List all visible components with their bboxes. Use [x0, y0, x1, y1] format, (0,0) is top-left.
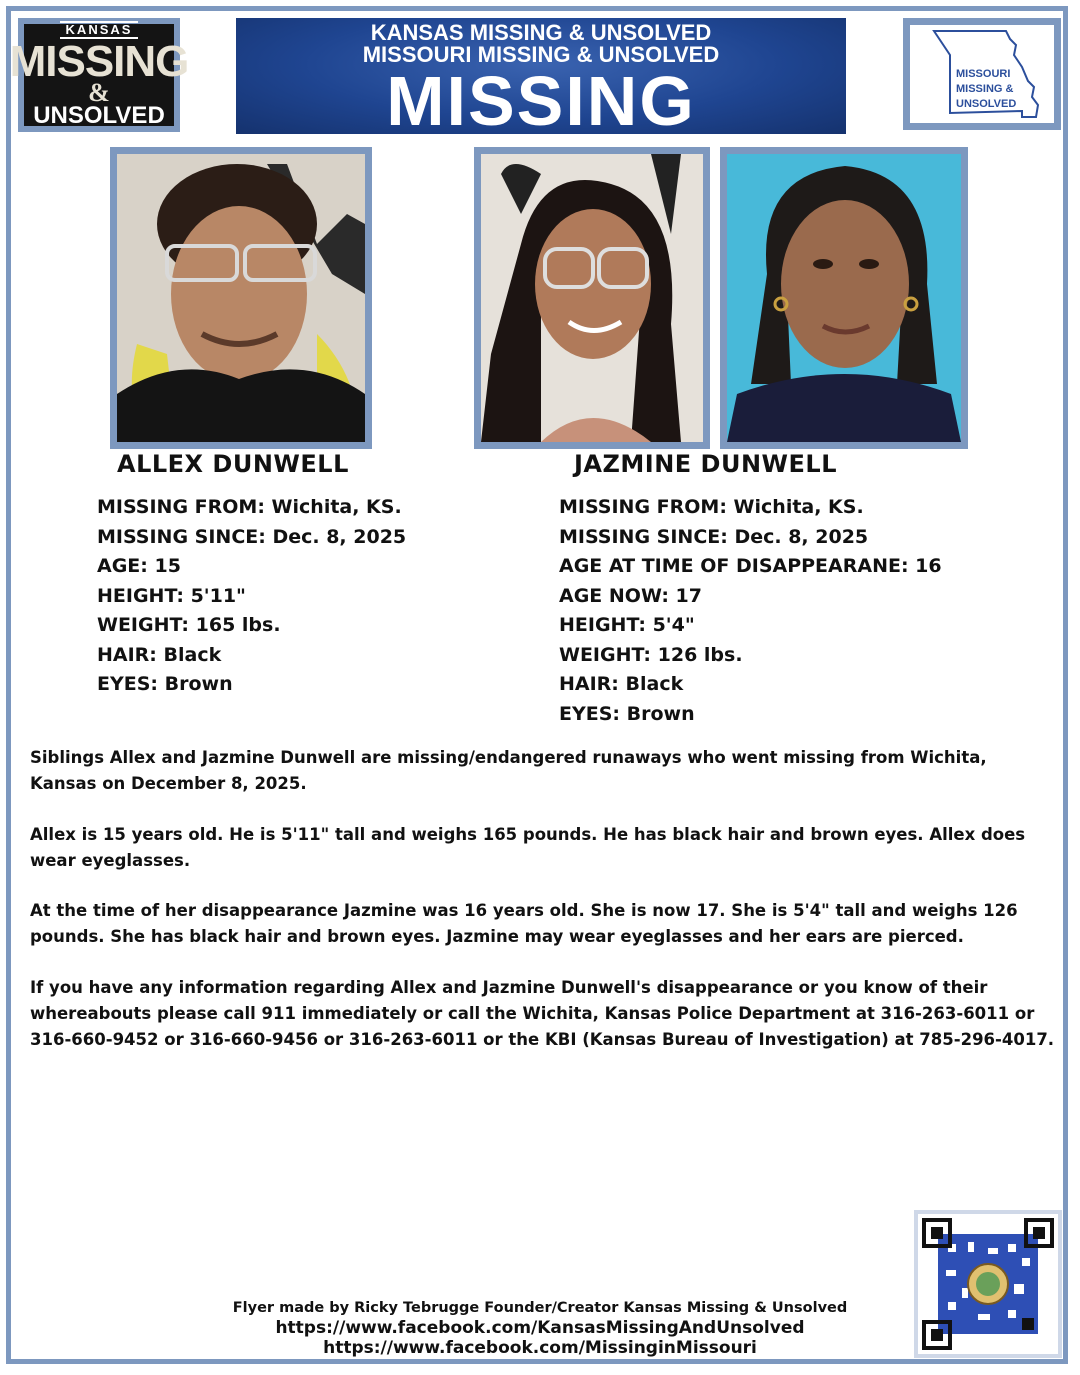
fact-line: WEIGHT: 126 lbs. — [559, 643, 743, 666]
fact-line: MISSING FROM: Wichita, KS. — [97, 496, 402, 518]
logo-right-line3: UNSOLVED — [956, 98, 1017, 110]
fact-line: AGE: 15 — [97, 555, 181, 577]
logo-missing-text: MISSING — [9, 37, 189, 86]
facts-allex — [97, 493, 406, 700]
name-allex: ALLEX DUNWELL — [117, 450, 349, 478]
kansas-missing-unsolved-logo — [9, 18, 189, 132]
fact-line: HEIGHT: 5'4" — [559, 614, 695, 636]
photo-allex — [110, 147, 372, 449]
qr-code[interactable] — [914, 1210, 1062, 1358]
fact-line: WEIGHT: 165 lbs. — [97, 614, 281, 636]
paragraph-jazmine: At the time of her disappearance Jazmine was 16 years old. She is now 17. She is 5'4" tall and weighs 126 pounds. She has black hair and brown eyes. Jazmine may wear eyeglasses and her ears are pierced. — [30, 901, 1018, 947]
missouri-missing-unsolved-logo — [903, 18, 1061, 130]
footer-link-kansas[interactable]: https://www.facebook.com/KansasMissingAndUnsolved — [275, 1318, 805, 1338]
photo-jazmine-1 — [474, 147, 710, 449]
banner-line-kansas: KANSAS MISSING & UNSOLVED — [370, 20, 712, 45]
paragraph-allex: Allex is 15 years old. He is 5'11" tall and weighs 165 pounds. He has black hair and brown eyes. Allex does wear eyeglasses. — [30, 824, 1026, 870]
footer — [170, 1298, 910, 1358]
photo-jazmine-2 — [720, 147, 968, 449]
fact-line: HEIGHT: 5'11" — [97, 584, 246, 607]
portrait-jazmine-2 — [727, 154, 961, 442]
fact-line: HAIR: Black — [97, 643, 222, 666]
fact-line: MISSING FROM: Wichita, KS. — [559, 496, 864, 518]
banner-line-missouri: MISSOURI MISSING & UNSOLVED — [362, 42, 720, 67]
logo-kansas-text: KANSAS — [60, 21, 139, 39]
logo-ampersand: & — [88, 78, 110, 107]
name-jazmine: JAZMINE DUNWELL — [574, 450, 838, 478]
logo-right-line1: MISSOURI — [956, 68, 1011, 80]
fact-line: MISSING SINCE: Dec. 8, 2025 — [559, 525, 869, 548]
description — [30, 745, 1055, 1078]
portrait-allex — [117, 154, 365, 442]
footer-link-missouri[interactable]: https://www.facebook.com/MissinginMissouri — [323, 1338, 757, 1358]
portrait-jazmine-1 — [481, 154, 703, 442]
fact-line: EYES: Brown — [559, 702, 695, 725]
missing-banner — [236, 18, 846, 140]
qr-code-icon — [918, 1214, 1058, 1354]
facts-jazmine — [559, 493, 942, 729]
logo-right-line2: MISSING & — [956, 83, 1014, 95]
footer-credit: Flyer made by Ricky Tebrugge Founder/Creator Kansas Missing & Unsolved — [232, 1300, 848, 1316]
paragraph-contact: If you have any information regarding Allex and Jazmine Dunwell's disappearance or you know of their whereabouts please call 911 immediately or call the Wichita, Kansas Police Department at 316-263-6011 or 316-660-9452 or 316-660-9456 or 316-263-6011 or the KBI (Kansas Bureau of Investigation) at 785-296-4017. — [30, 977, 1055, 1050]
paragraph-summary: Siblings Allex and Jazmine Dunwell are missing/endangered runaways who went missing from Wichita, Kansas on December 8, 2025. — [30, 748, 987, 794]
fact-line: EYES: Brown — [97, 673, 233, 695]
fact-line: AGE NOW: 17 — [559, 584, 702, 607]
fact-line: MISSING SINCE: Dec. 8, 2025 — [97, 525, 407, 548]
banner-title: MISSING — [386, 62, 696, 140]
fact-line: AGE AT TIME OF DISAPPEARANE: 16 — [559, 555, 942, 577]
fact-line: HAIR: Black — [559, 673, 684, 695]
logo-unsolved-text: UNSOLVED — [33, 102, 165, 129]
